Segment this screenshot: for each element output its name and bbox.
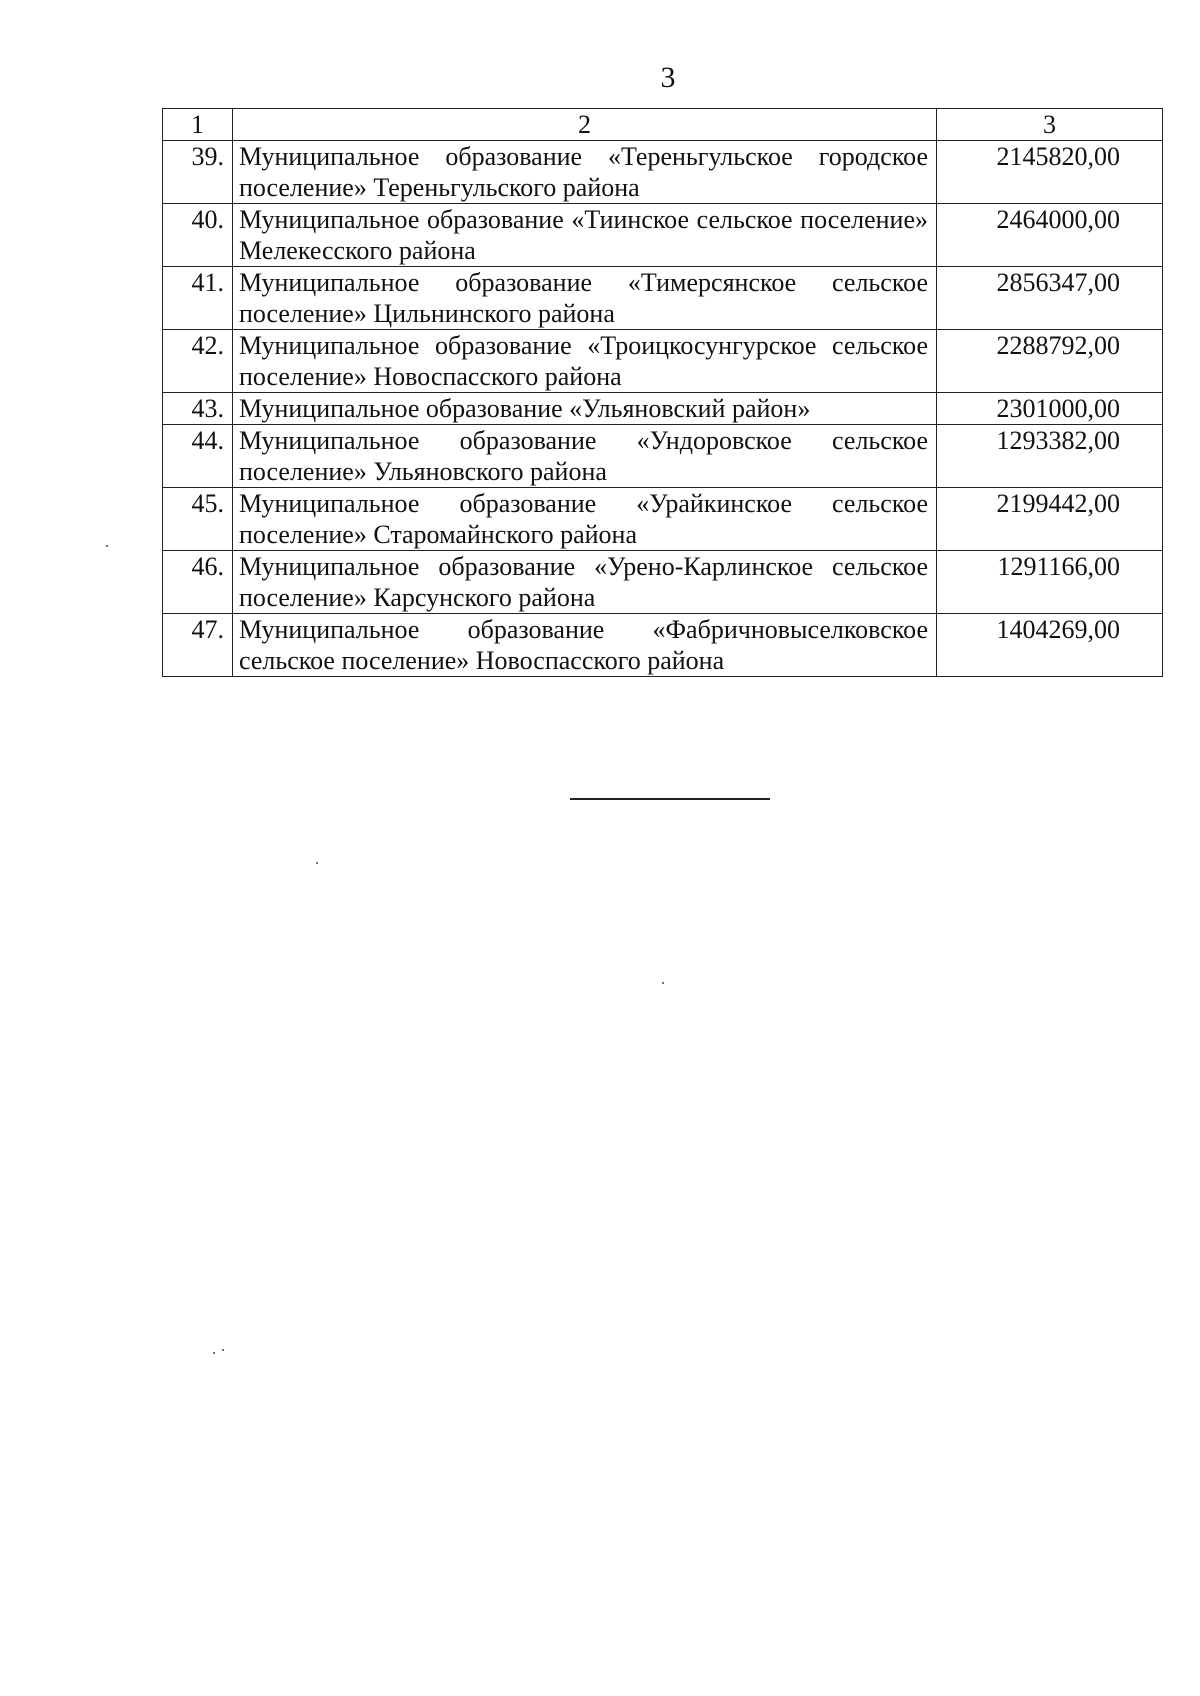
column-header-number: 1	[163, 109, 233, 141]
table-row	[163, 393, 1163, 425]
row-number: 45.	[163, 488, 233, 551]
row-number: 39.	[163, 141, 233, 204]
row-name: Муниципальное образование «Тереньгульское городское поселение» Тереньгульского района	[233, 141, 937, 204]
table-row	[163, 204, 1163, 267]
row-amount: 1293382,00	[937, 425, 1163, 488]
row-name: Муниципальное образование «Фабричновыселковское сельское поселение» Новоспасского района	[233, 614, 937, 677]
row-amount: 2464000,00	[937, 204, 1163, 267]
row-name: Муниципальное образование «Тиинское сельское поселение» Мелекесского района	[233, 204, 937, 267]
row-number: 47.	[163, 614, 233, 677]
scan-speck	[106, 545, 108, 547]
row-name: Муниципальное образование «Урайкинское сельское поселение» Старомайнского района	[233, 488, 937, 551]
row-amount: 2856347,00	[937, 267, 1163, 330]
row-name: Муниципальное образование «Урено-Карлинское сельское поселение» Карсунского района	[233, 551, 937, 614]
table-row	[163, 614, 1163, 677]
row-amount: 1291166,00	[937, 551, 1163, 614]
row-number: 43.	[163, 393, 233, 425]
row-amount: 2199442,00	[937, 488, 1163, 551]
row-number: 42.	[163, 330, 233, 393]
closing-rule	[570, 798, 770, 800]
scan-speck	[316, 862, 318, 864]
row-name: Муниципальное образование «Троицкосунгурское сельское поселение» Новоспасского района	[233, 330, 937, 393]
table-header-row	[163, 109, 1163, 141]
row-amount: 2301000,00	[937, 393, 1163, 425]
column-header-name: 2	[233, 109, 937, 141]
row-name: Муниципальное образование «Тимерсянское сельское поселение» Цильнинского района	[233, 267, 937, 330]
row-name: Муниципальное образование «Ундоровское сельское поселение» Ульяновского района	[233, 425, 937, 488]
page-number: 3	[660, 61, 676, 94]
row-amount: 2288792,00	[937, 330, 1163, 393]
row-amount: 1404269,00	[937, 614, 1163, 677]
allocation-table	[162, 108, 1163, 677]
table-row	[163, 267, 1163, 330]
row-number: 41.	[163, 267, 233, 330]
row-number: 46.	[163, 551, 233, 614]
row-name: Муниципальное образование «Ульяновский район»	[233, 393, 937, 425]
table-row	[163, 551, 1163, 614]
row-number: 40.	[163, 204, 233, 267]
row-number: 44.	[163, 425, 233, 488]
column-header-amount: 3	[937, 109, 1163, 141]
scan-speck	[222, 1349, 224, 1351]
table-row	[163, 330, 1163, 393]
scan-speck	[213, 1352, 215, 1354]
scan-speck	[662, 982, 664, 984]
table-row	[163, 425, 1163, 488]
table-row	[163, 141, 1163, 204]
row-amount: 2145820,00	[937, 141, 1163, 204]
table-row	[163, 488, 1163, 551]
